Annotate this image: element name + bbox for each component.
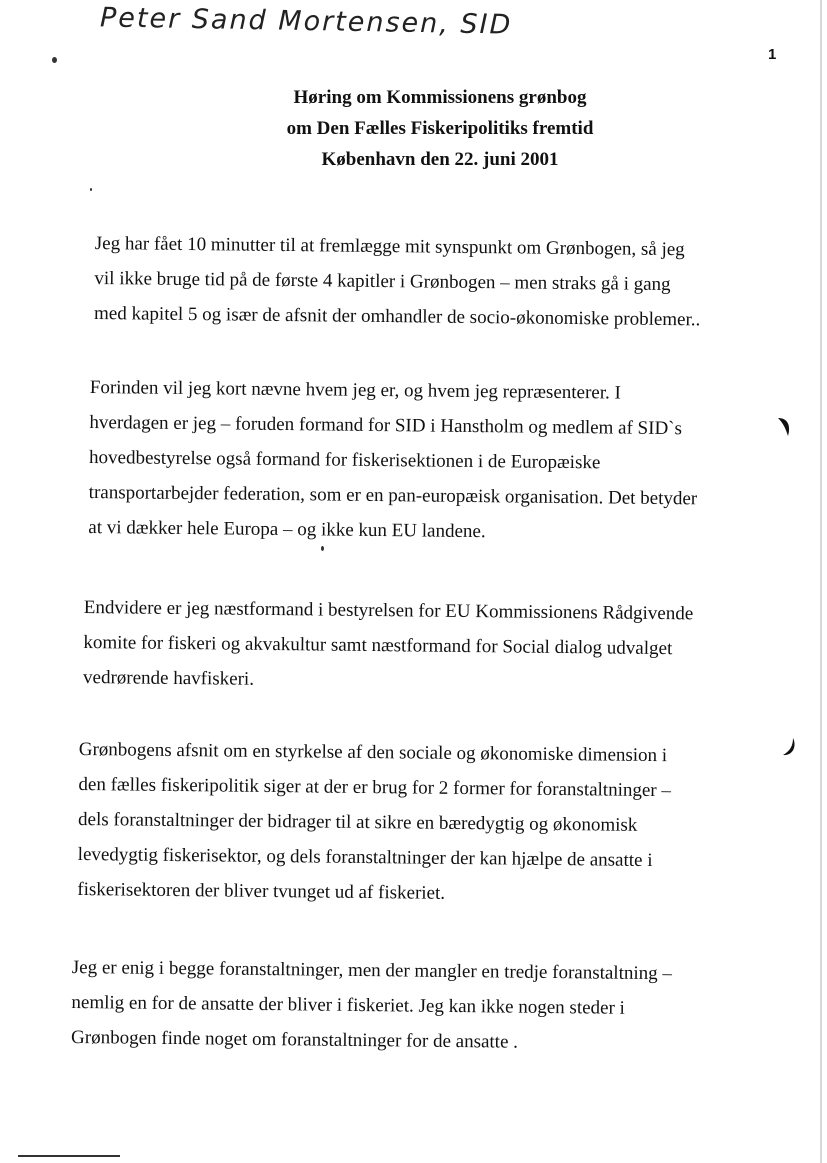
paragraph-line: med kapitel 5 og især de afsnit der omhandler de socio-økonomiske problemer.. bbox=[93, 302, 701, 331]
handwritten-author-note: Peter Sand Mortensen, SID bbox=[99, 2, 513, 41]
document-title bbox=[230, 82, 650, 175]
scan-speck bbox=[52, 57, 57, 63]
paragraph-line: fiskerisektoren der bliver tvunget ud af fiskeriet. bbox=[77, 878, 446, 904]
paragraph-line: vil ikke bruge tid på de første 4 kapitler i Grønbogen – men straks gå i gang bbox=[94, 267, 671, 296]
paragraph-line: at vi dækker hele Europa – og ikke kun EU landene. bbox=[88, 516, 486, 543]
page-number: 1 bbox=[768, 46, 777, 63]
hole-punch-mark bbox=[781, 736, 797, 758]
paragraph-line: hovedbestyrelse også formand for fiskerisektionen i de Europæiske bbox=[88, 446, 601, 474]
scan-edge bbox=[820, 0, 822, 1163]
paragraph-line: nemlig en for de ansatte der bliver i fiskeriet. Jeg kan ikke nogen steder i bbox=[71, 991, 625, 1019]
hole-punch-mark bbox=[776, 416, 792, 438]
footnote-rule bbox=[18, 1155, 120, 1157]
title-line-1: Høring om Kommissionens grønbog bbox=[293, 87, 587, 108]
paragraph-line: Grønbogens afsnit om en styrkelse af den sociale og økonomiske dimension i bbox=[78, 738, 668, 767]
paragraph-4 bbox=[77, 732, 671, 913]
scan-speck bbox=[90, 188, 92, 191]
paragraph-3 bbox=[83, 590, 694, 701]
paragraph-line: den fælles fiskeripolitik siger at der er brug for 2 former for foranstaltninger – bbox=[78, 773, 672, 802]
paragraph-line: Jeg er enig i begge foranstaltninger, men der mangler en tredje foranstaltning – bbox=[71, 956, 673, 985]
title-line-3: København den 22. juni 2001 bbox=[321, 149, 559, 170]
paragraph-line: Endvidere er jeg næstformand i bestyrelsen for EU Kommissionens Rådgivende bbox=[83, 596, 694, 625]
title-line-2: om Den Fælles Fiskeripolitiks fremtid bbox=[286, 118, 594, 139]
paragraph-line: Grønbogen finde noget om foranstaltninger for de ansatte . bbox=[70, 1026, 519, 1053]
paragraph-line: levedygtig fiskerisektor, og dels foranstaltninger der kan hjælpe de ansatte i bbox=[77, 843, 653, 872]
paragraph-line: komite for fiskeri og akvakultur samt næstformand for Social dialog udvalget bbox=[83, 631, 673, 660]
paragraph-5 bbox=[71, 950, 672, 1061]
paragraph-line: Forinden vil jeg kort nævne hvem jeg er, og hvem jeg repræsenterer. I bbox=[89, 376, 622, 404]
paragraph-line: transportarbejder federation, som er en pan-europæisk organisation. Det betyder bbox=[88, 481, 698, 510]
paragraph-2 bbox=[88, 370, 698, 551]
paragraph-line: vedrørende havfiskeri. bbox=[82, 666, 255, 690]
paragraph-line: hverdagen er jeg – foruden formand for SID i Hanstholm og medlem af SID`s bbox=[89, 411, 683, 440]
paragraph-line: Jeg har fået 10 minutter til at fremlægge mit synspunkt om Grønbogen, så jeg bbox=[94, 232, 685, 261]
paragraph-line: dels foranstaltninger der bidrager til at sikre en bæredygtig og økonomisk bbox=[77, 808, 638, 836]
paragraph-1 bbox=[94, 226, 701, 337]
